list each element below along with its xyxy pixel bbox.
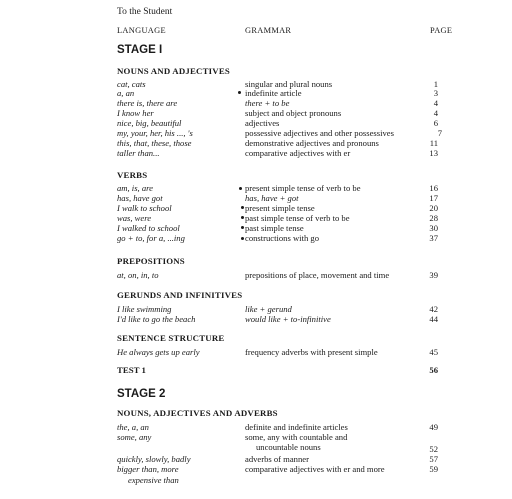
grammar-topic: comparative adjectives with er and more (245, 464, 385, 474)
language-example: has, have got (117, 193, 163, 203)
page-number: 28 (429, 213, 438, 223)
language-example: a, an (117, 88, 135, 98)
column-header-language: LANGUAGE (117, 26, 166, 35)
grammar-topic: possessive adjectives and other possessives (245, 128, 394, 138)
page-number: 4 (433, 98, 438, 108)
grammar-topic-continued: uncountable nouns (256, 442, 321, 452)
page-number: 57 (429, 454, 438, 464)
page-number: 13 (429, 148, 438, 158)
column-header-page: PAGE (430, 26, 453, 35)
column-header-grammar: GRAMMAR (245, 26, 292, 35)
page-number: 7 (437, 128, 442, 138)
page-title: To the Student (117, 7, 173, 17)
language-example: there is, there are (117, 98, 178, 108)
section-heading-nouns-adjectives-adverbs: NOUNS, ADJECTIVES AND ADVERBS (117, 408, 278, 418)
bullet-mark (238, 91, 241, 94)
page-number: 11 (429, 138, 438, 148)
grammar-topic: adjectives (245, 118, 280, 128)
section-heading-nouns-adjectives: NOUNS AND ADJECTIVES (117, 66, 231, 76)
bullet-mark (241, 206, 244, 209)
language-example-continued: expensive than (128, 475, 179, 485)
section-heading-verbs: VERBS (117, 170, 148, 180)
language-example: I know her (117, 108, 154, 118)
page-number: 3 (433, 88, 438, 98)
test-page-number: 56 (429, 365, 438, 375)
grammar-topic: constructions with go (245, 233, 319, 243)
grammar-topic: adverbs of manner (245, 454, 309, 464)
page-number: 39 (429, 270, 438, 280)
test-label: TEST 1 (117, 365, 146, 375)
grammar-topic: present simple tense of verb to be (245, 183, 361, 193)
grammar-topic: prepositions of place, movement and time (245, 270, 390, 280)
language-example: taller than... (117, 148, 160, 158)
language-example: go + to, for a, ...ing (117, 233, 185, 243)
grammar-topic: there + to be (245, 98, 290, 108)
bullet-mark (239, 187, 242, 190)
page-number: 42 (429, 304, 438, 314)
page-number: 4 (433, 108, 438, 118)
page-number: 59 (429, 464, 438, 474)
grammar-topic: past simple tense (245, 223, 304, 233)
grammar-topic: indefinite article (245, 88, 302, 98)
language-example: am, is, are (117, 183, 153, 193)
language-example: I walk to school (117, 203, 172, 213)
language-example: bigger than, more (117, 464, 179, 474)
page-number: 44 (429, 314, 438, 324)
grammar-topic: would like + to-infinitive (245, 314, 331, 324)
grammar-topic: some, any with countable and (245, 432, 348, 442)
language-example: some, any (117, 432, 152, 442)
page-number: 37 (429, 233, 438, 243)
section-heading-prepositions: PREPOSITIONS (117, 256, 185, 266)
language-example: cat, cats (117, 79, 146, 89)
page-number: 20 (429, 203, 438, 213)
language-example: at, on, in, to (117, 270, 159, 280)
grammar-topic: definite and indefinite articles (245, 422, 348, 432)
section-heading-gerunds-infinitives: GERUNDS AND INFINITIVES (117, 290, 243, 300)
page-number: 17 (429, 193, 438, 203)
grammar-topic: like + gerund (245, 304, 292, 314)
language-example: my, your, her, his ..., 's (117, 128, 193, 138)
page-number: 52 (429, 444, 438, 454)
language-example: I like swimming (117, 304, 172, 314)
page-number: 49 (429, 422, 438, 432)
grammar-topic: demonstrative adjectives and pronouns (245, 138, 379, 148)
bullet-mark (241, 226, 244, 229)
bullet-mark (241, 216, 244, 219)
language-example: I'd like to go the beach (117, 314, 196, 324)
grammar-topic: comparative adjectives with er (245, 148, 351, 158)
grammar-topic: has, have + got (245, 193, 299, 203)
grammar-topic: past simple tense of verb to be (245, 213, 350, 223)
page-number: 6 (433, 118, 438, 128)
language-example: I walked to school (117, 223, 180, 233)
page-number: 45 (429, 347, 438, 357)
stage-2-title: STAGE 2 (117, 388, 166, 400)
bullet-mark (241, 237, 244, 240)
page-number: 1 (433, 79, 438, 89)
language-example: the, a, an (117, 422, 149, 432)
grammar-topic: frequency adverbs with present simple (245, 347, 378, 357)
page-number: 16 (429, 183, 438, 193)
language-example: quickly, slowly, badly (117, 454, 191, 464)
language-example: was, were (117, 213, 152, 223)
grammar-topic: present simple tense (245, 203, 315, 213)
section-heading-sentence-structure: SENTENCE STRUCTURE (117, 333, 225, 343)
language-example: He always gets up early (117, 347, 200, 357)
language-example: this, that, these, those (117, 138, 192, 148)
grammar-topic: subject and object pronouns (245, 108, 342, 118)
grammar-topic: singular and plural nouns (245, 79, 333, 89)
language-example: nice, big, beautiful (117, 118, 182, 128)
stage-1-title: STAGE I (117, 44, 163, 56)
page-number: 30 (429, 223, 438, 233)
